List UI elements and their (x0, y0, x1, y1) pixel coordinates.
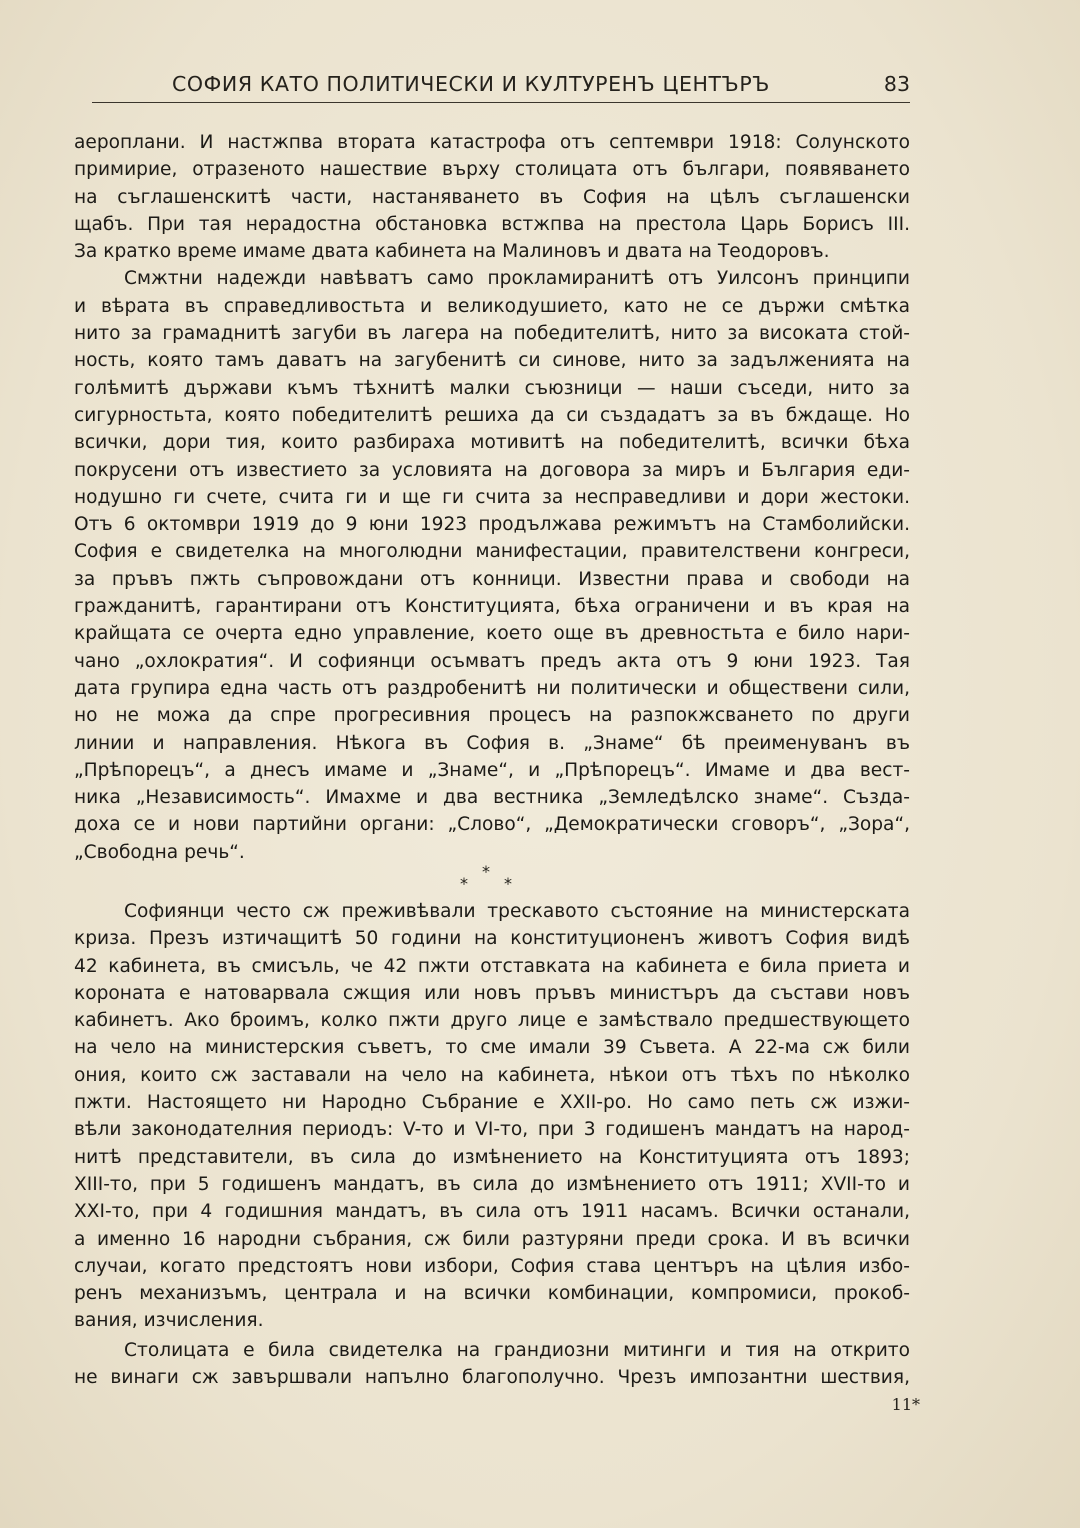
text-line: вания, изчисления. (74, 1310, 264, 1332)
text-line: не винаги сж завършвали напълно благополучно. Чрезъ импозантни шествия, (74, 1367, 910, 1389)
asterisk-left: * (460, 874, 468, 893)
text-line: нодушно ги счете, счита ги и ще ги счита за несправедливи и дори жестоки. (74, 486, 910, 508)
text-line: „Прѣпорецъ“, а днесъ имаме и „Знаме“, и „Прѣпорецъ“. Имаме и два вест- (74, 759, 910, 781)
body-text-top (74, 129, 910, 866)
text-line: на чело на министерския съветъ, то сме имали 39 Съвета. А 22-ма сж били (74, 1037, 910, 1059)
text-line: пжти. Настоящето ни Народно Събрание е XXII-ро. Но само петь сж изжи- (74, 1092, 910, 1114)
text-line: София е свидетелка на многолюдни манифестации, правителствени конгреси, (74, 541, 910, 563)
text-line: дата групира една часть отъ раздробенитѣ ни политически и обществени сили, (74, 677, 910, 699)
text-line: покрусени отъ известието за условията на договора за миръ и България еди- (74, 459, 910, 481)
text-line: линии и направления. Нѣкога въ София в. „Знаме“ бѣ преименуванъ въ (74, 732, 910, 754)
section-asterism (460, 862, 520, 892)
text-line: За кратко време имаме двата кабинета на Малиновъ и двата на Теодоровъ. (74, 241, 830, 263)
paragraph-4 (74, 1337, 910, 1392)
text-line: XXI-то, при 4 годишния мандатъ, въ сила отъ 1911 насамъ. Всички останали, (74, 1201, 910, 1223)
asterisk-top: * (482, 862, 490, 881)
text-line: примирие, отразеното нашествие върху столицата отъ българи, появяването (74, 159, 910, 181)
text-line: аероплани. И настжпва втората катастрофа отъ септември 1918: Солунското (74, 132, 910, 153)
text-line: крайщата се очерта едно управление, което още въ древностьта е било нари- (74, 623, 910, 645)
text-line: щабъ. При тая нерадостна обстановка встжпва на престола Царь Борисъ III. (74, 213, 910, 235)
paragraph-2 (74, 265, 910, 866)
text-line: Отъ 6 октомври 1919 до 9 юни 1923 продължава режимътъ на Стамболийски. (74, 514, 910, 536)
text-line: но не можа да спре прогресивния процесъ на разпокжсването по други (74, 705, 910, 727)
text-line: нитѣ представители, въ сила до измѣнението на Конституцията отъ 1893; (74, 1146, 910, 1168)
text-line: гражданитѣ, гарантирани отъ Конституцията, бѣха ограничени и въ края на (74, 596, 910, 618)
text-line: чано „охлократия“. И софиянци осъмватъ предъ акта отъ 9 юни 1923. Тая (74, 650, 910, 672)
text-line: ника „Независимость“. Имахме и два вестника „Земледѣлско знаме“. Създа- (74, 787, 910, 809)
text-line: Столицата е била свидетелка на грандиозни митинги и тия на открито (124, 1340, 910, 1361)
text-line: XIII-то, при 5 годишенъ мандатъ, въ сила до измѣнението отъ 1911; XVII-то и (74, 1173, 910, 1195)
text-line: 42 кабинета, въ смисъль, че 42 пжти отставката на кабинета е била приета и (74, 955, 910, 977)
text-line: вѣли законодателния периодъ: V-то и VI-то, при 3 годишенъ мандатъ на народ- (74, 1119, 910, 1141)
text-line: короната е натоварвала сжщия или новъ пръвъ министъръ да състави новъ (74, 982, 910, 1004)
asterisk-right: * (504, 874, 512, 893)
text-line: кабинетъ. Ако броимъ, колко пжти друго лице е замѣствало предшествующето (74, 1010, 910, 1032)
text-line: сигурностьта, която победителитѣ решиха да си създадатъ за въ бждаще. Но (74, 404, 910, 426)
text-line: доха се и нови партийни органи: „Слово“, „Демократически сговоръ“, „Зора“, (74, 814, 910, 836)
body-text-bottom (74, 1337, 910, 1392)
text-line: за пръвъ пжть съпровождани отъ конници. Известни права и свободи на (74, 568, 910, 590)
body-text-middle (74, 898, 910, 1335)
header-rule (92, 102, 910, 103)
text-line: на съглашенскитѣ части, настаняването въ София на цѣлъ съглашенски (74, 186, 910, 208)
running-title: СОФИЯ КАТО ПОЛИТИЧЕСКИ И КУЛТУРЕНЪ ЦЕНТЪРЪ (172, 72, 770, 96)
text-line: Смжтни надежди навѣватъ само прокламиранитѣ отъ Уилсонъ принципи (124, 268, 910, 290)
text-line: голѣмитѣ държави къмъ тѣхнитѣ малки съюзници — наши съседи, нито за (74, 377, 910, 399)
text-line: Софиянци често сж преживѣвали трескавото състояние на министерската (124, 901, 910, 922)
signature-mark: 11* (891, 1395, 920, 1414)
text-line: всички, дори тия, които разбираха мотивитѣ на победителитѣ, всички бѣха (74, 432, 910, 454)
text-line: случаи, когато предстоятъ нови избори, София става центъръ на цѣлия избо- (74, 1255, 910, 1277)
paragraph-1 (74, 129, 910, 265)
text-line: ония, които сж заставали на чело на кабинета, нѣкои отъ тѣхъ по нѣколко (74, 1064, 910, 1086)
paragraph-3 (74, 898, 910, 1335)
text-line: „Свободна речь“. (74, 841, 245, 863)
text-line: и вѣрата въ справедливостьта и великодушието, като не се държи смѣтка (74, 295, 910, 317)
text-line: ность, която тамъ даватъ на загубенитѣ си синове, нито за задълженията на (74, 350, 910, 372)
text-line: ренъ механизъмъ, централа и на всички комбинации, компромиси, прокоб- (74, 1283, 910, 1305)
text-line: нито за грамаднитѣ загуби въ лагера на победителитѣ, нито за високата стой- (74, 323, 910, 345)
text-line: а именно 16 народни събрания, сж били разтуряни преди срока. И въ всички (74, 1228, 910, 1250)
text-line: криза. Презъ изтичащитѣ 50 години на конституционенъ животъ София видѣ (74, 928, 910, 950)
running-header (90, 72, 910, 106)
page-number: 83 (883, 72, 910, 96)
